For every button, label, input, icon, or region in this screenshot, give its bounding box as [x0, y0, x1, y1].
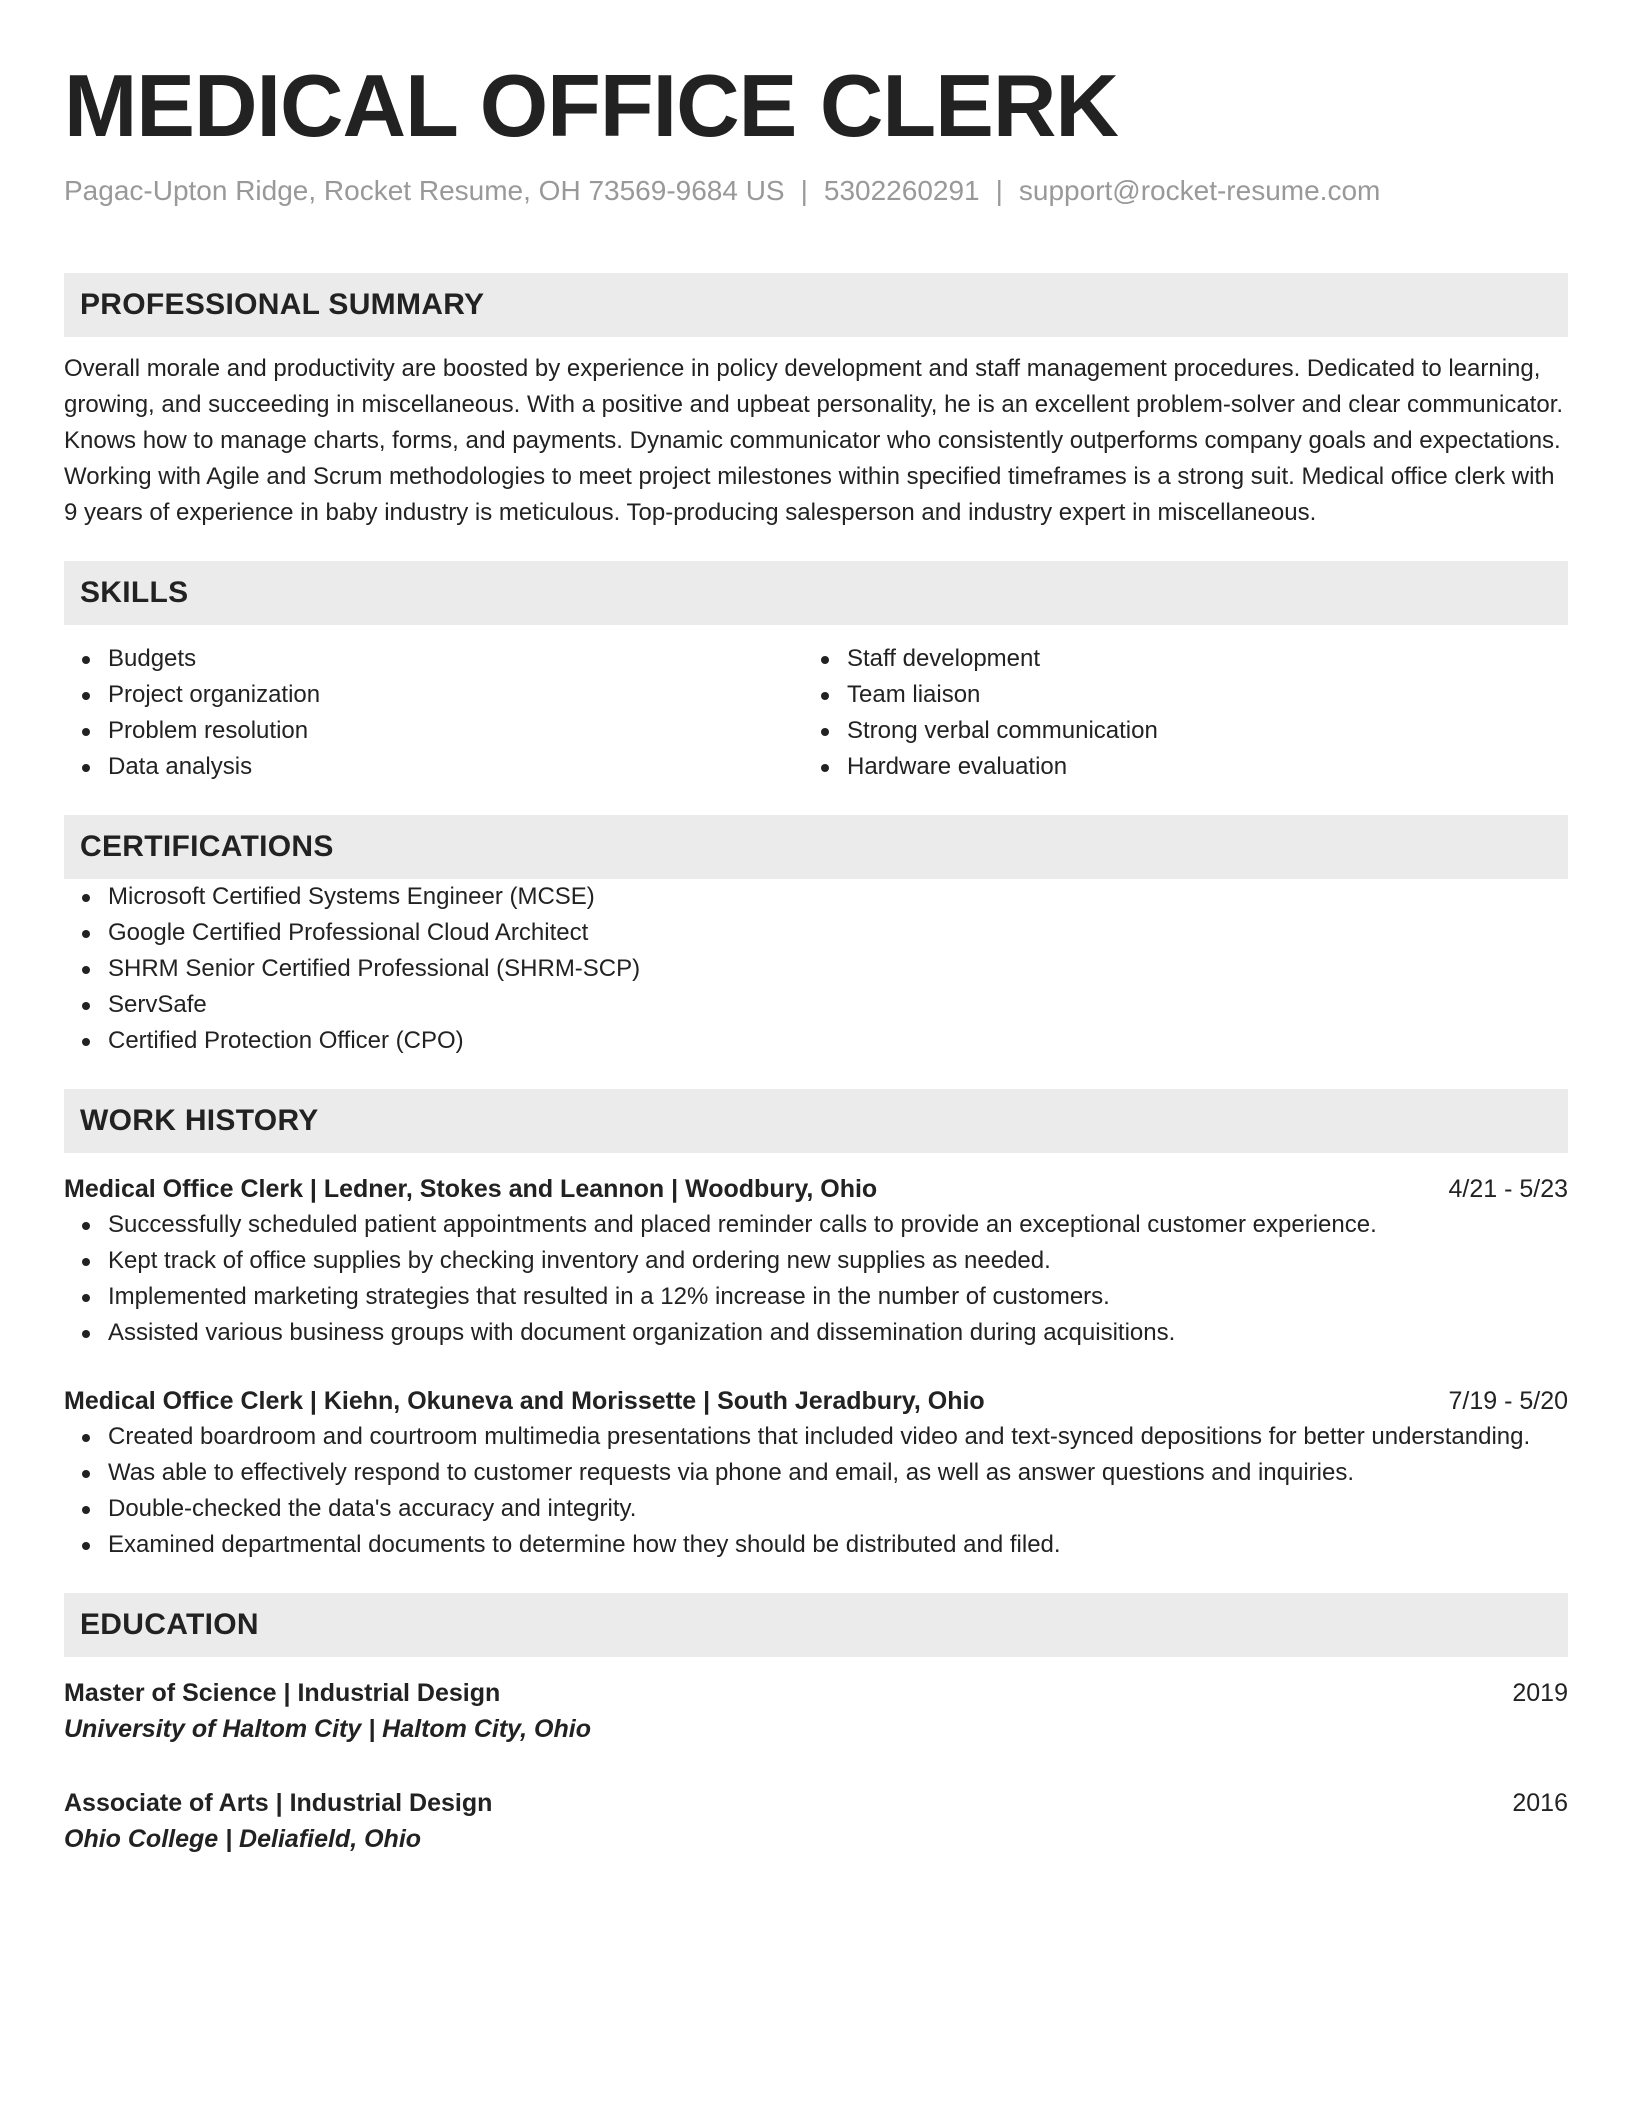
skills-column-right — [803, 641, 1542, 785]
certifications-list — [64, 879, 1568, 1059]
job-title: Medical Office Clerk | Ledner, Stokes and Leannon | Woodbury, Ohio — [64, 1175, 878, 1204]
education-degree: Associate of Arts | Industrial Design — [64, 1789, 493, 1818]
section-heading-certifications: CERTIFICATIONS — [64, 815, 1568, 879]
education-school: Ohio College | Deliafield, Ohio — [64, 1825, 422, 1854]
skill-item: Team liaison — [803, 677, 1542, 713]
job-dates: 4/21 - 5/23 — [1448, 1175, 1568, 1204]
education-school: University of Haltom City | Haltom City, Ohio — [64, 1715, 591, 1744]
skill-item: Project organization — [64, 677, 803, 713]
education-header — [64, 1675, 1568, 1711]
candidate-name: MEDICAL OFFICE CLERK — [64, 56, 1118, 155]
contact-separator: | — [800, 174, 808, 206]
skill-item: Budgets — [64, 641, 803, 677]
job-header — [64, 1171, 1568, 1207]
skill-item: Staff development — [803, 641, 1542, 677]
job-title: Medical Office Clerk | Kiehn, Okuneva and Morissette | South Jeradbury, Ohio — [64, 1387, 985, 1416]
job-bullet: Implemented marketing strategies that resulted in a 12% increase in the number of customers. — [64, 1279, 1568, 1315]
education-year: 2019 — [1512, 1679, 1568, 1708]
skill-item: Hardware evaluation — [803, 749, 1542, 785]
skill-item: Data analysis — [64, 749, 803, 785]
contact-email: support@rocket-resume.com — [1018, 174, 1381, 206]
job-bullet: Was able to effectively respond to customer requests via phone and email, as well as answer questions and inquiries. — [64, 1455, 1568, 1491]
section-heading-summary: PROFESSIONAL SUMMARY — [64, 273, 1568, 337]
job-bullets — [64, 1207, 1568, 1351]
skills-grid — [64, 641, 1568, 785]
summary-text: Overall morale and productivity are boosted by experience in policy development and staff management procedures. Dedicated to learning, growing, and succeeding in miscellaneous. With a positive and upbeat personality, he is an excellent problem-solver and clear communicator. Knows how to manage charts, forms, and payments. Dynamic communicator who consistently outperforms company goals and expectations. Working with Agile and Scrum methodologies to meet project milestones within specified timeframes is a strong suit. Medical office clerk with 9 years of experience in baby industry is meticulous. Top-producing salesperson and industry expert in miscellaneous. — [64, 355, 1564, 527]
section-heading-work-history: WORK HISTORY — [64, 1089, 1568, 1153]
certifications-section — [64, 815, 1568, 1059]
job-bullet: Successfully scheduled patient appointments and placed reminder calls to provide an exceptional customer experience. — [64, 1207, 1568, 1243]
certification-item: Google Certified Professional Cloud Architect — [64, 915, 1568, 951]
skills-column-left — [64, 641, 803, 785]
section-heading-education: EDUCATION — [64, 1593, 1568, 1657]
section-heading-skills: SKILLS — [64, 561, 1568, 625]
contact-separator: | — [995, 174, 1003, 206]
certification-item: ServSafe — [64, 987, 1568, 1023]
job-bullet: Assisted various business groups with document organization and dissemination during acquisitions. — [64, 1315, 1568, 1351]
contact-phone: 5302260291 — [823, 174, 980, 206]
job-bullet: Kept track of office supplies by checking inventory and ordering new supplies as needed. — [64, 1243, 1568, 1279]
work-history-section — [64, 1089, 1568, 1563]
job-bullet: Created boardroom and courtroom multimedia presentations that included video and text-synced depositions for better understanding. — [64, 1419, 1568, 1455]
job-dates: 7/19 - 5/20 — [1448, 1387, 1568, 1416]
education-year: 2016 — [1512, 1789, 1568, 1818]
skill-item: Strong verbal communication — [803, 713, 1542, 749]
skill-item: Problem resolution — [64, 713, 803, 749]
contact-address: Pagac-Upton Ridge, Rocket Resume, OH 73569-9684 US — [64, 174, 785, 206]
job-bullets — [64, 1419, 1568, 1563]
contact-line — [64, 173, 1568, 209]
job-bullet: Examined departmental documents to determine how they should be distributed and filed. — [64, 1527, 1568, 1563]
skills-section — [64, 561, 1568, 785]
certification-item: Microsoft Certified Systems Engineer (MCSE) — [64, 879, 1568, 915]
job-header — [64, 1383, 1568, 1419]
certification-item: SHRM Senior Certified Professional (SHRM-SCP) — [64, 951, 1568, 987]
education-header — [64, 1785, 1568, 1821]
education-section — [64, 1593, 1568, 1857]
education-degree: Master of Science | Industrial Design — [64, 1679, 501, 1708]
job-bullet: Double-checked the data's accuracy and integrity. — [64, 1491, 1568, 1527]
certification-item: Certified Protection Officer (CPO) — [64, 1023, 1568, 1059]
